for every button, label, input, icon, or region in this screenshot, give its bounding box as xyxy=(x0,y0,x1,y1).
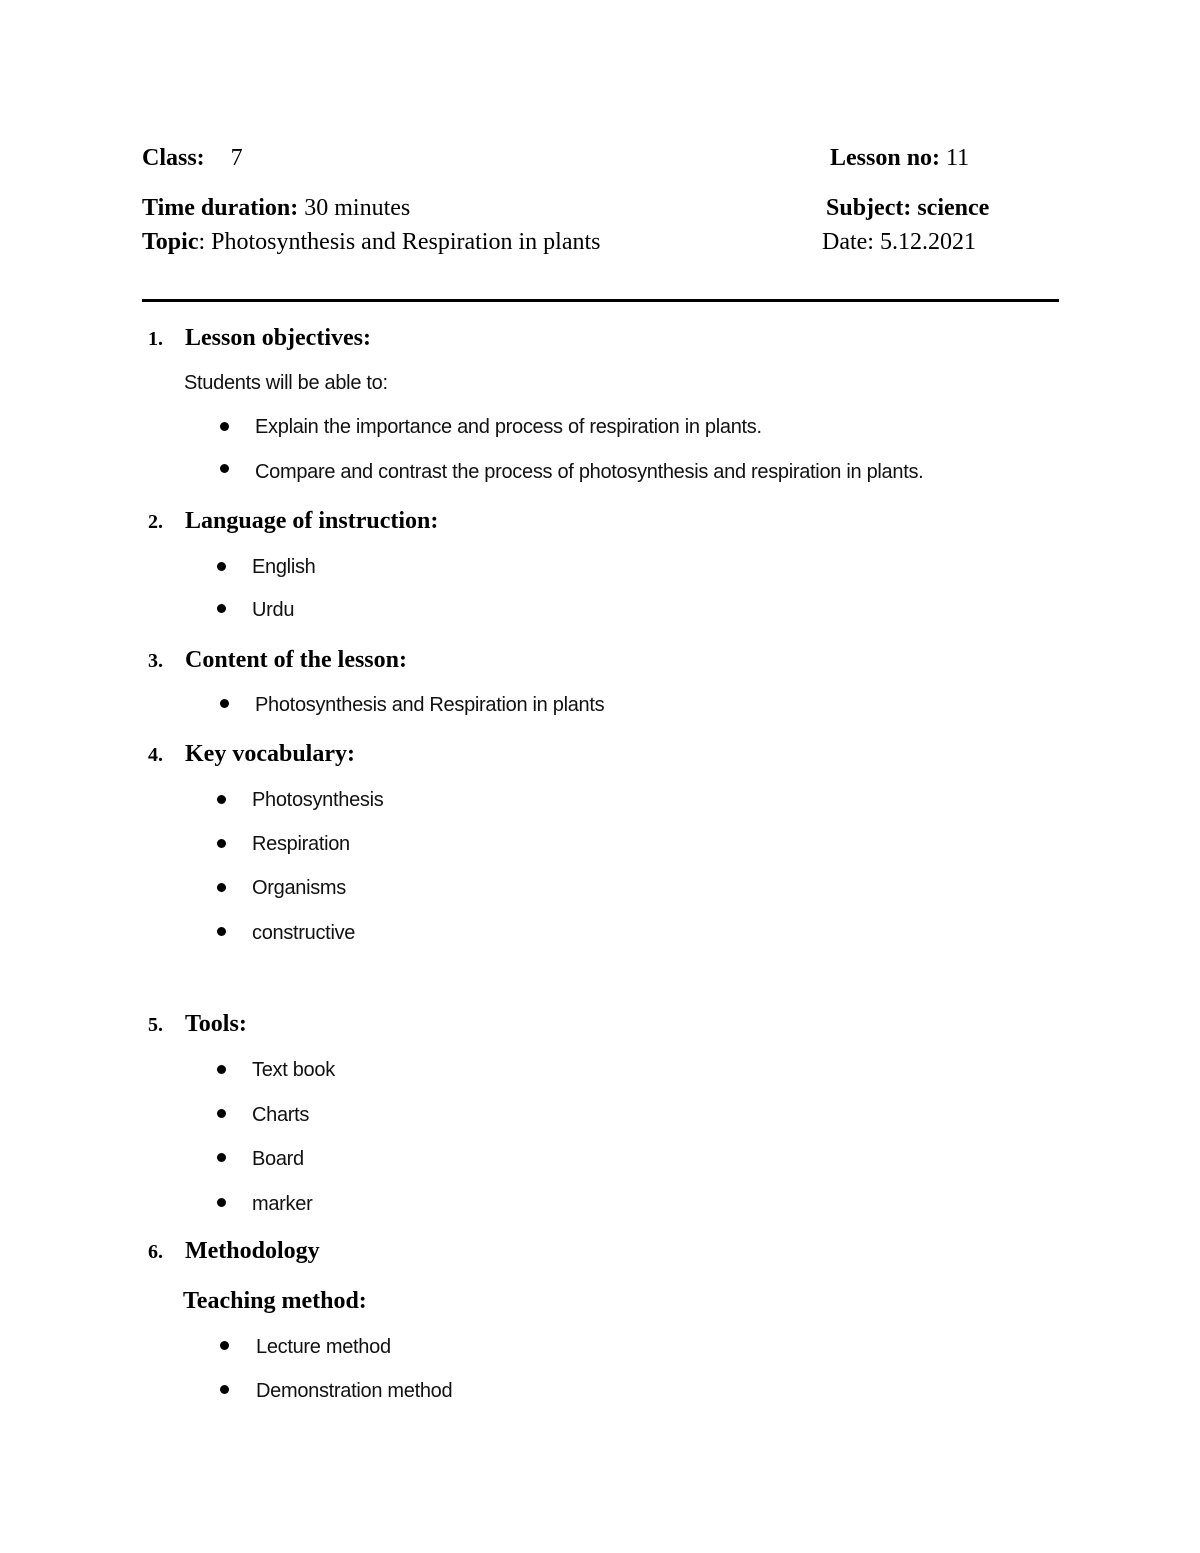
section-title: Content of the lesson: xyxy=(185,647,407,673)
duration-field xyxy=(142,193,410,223)
list-item: Organisms xyxy=(252,877,346,899)
class-label: Class: xyxy=(142,145,205,171)
bullet-dot xyxy=(220,1341,229,1350)
bullet-dot xyxy=(217,604,226,613)
section-number: 6. xyxy=(148,1241,163,1263)
section-title: Tools: xyxy=(185,1011,247,1037)
list-item: Urdu xyxy=(252,599,295,621)
class-field xyxy=(142,143,243,173)
topic-value: : Photosynthesis and Respiration in plants xyxy=(198,229,601,255)
list-item: Demonstration method xyxy=(256,1380,453,1402)
section-title: Lesson objectives: xyxy=(185,325,371,351)
subject-field xyxy=(826,193,989,223)
section-number: 4. xyxy=(148,744,163,766)
date-value: 5.12.2021 xyxy=(879,229,976,255)
section-content-heading xyxy=(148,645,407,676)
list-item: marker xyxy=(252,1193,313,1215)
bullet-dot xyxy=(217,1065,226,1074)
subject-value: science xyxy=(917,195,990,221)
subject-label: Subject: xyxy=(826,195,912,221)
section-number: 1. xyxy=(148,328,163,350)
list-item: Explain the importance and process of respiration in plants. xyxy=(255,416,762,438)
topic-label: Topic xyxy=(142,229,199,255)
bullet-dot xyxy=(217,883,226,892)
list-item: Charts xyxy=(252,1104,310,1126)
section-number: 2. xyxy=(148,511,163,533)
bullet-dot xyxy=(220,464,229,473)
teaching-method-heading: Teaching method: xyxy=(183,1288,367,1314)
list-item: constructive xyxy=(252,922,356,944)
bullet-dot xyxy=(220,422,229,431)
section-title: Methodology xyxy=(185,1238,320,1264)
section-methodology-heading xyxy=(148,1236,320,1267)
section-vocabulary-heading xyxy=(148,739,355,770)
list-item: Text book xyxy=(252,1059,335,1081)
section-objectives-heading xyxy=(148,323,371,354)
section-tools-heading xyxy=(148,1009,247,1040)
list-item: Respiration xyxy=(252,833,350,855)
bullet-dot xyxy=(217,1198,226,1207)
bullet-dot xyxy=(217,1153,226,1162)
bullet-dot xyxy=(220,699,229,708)
bullet-dot xyxy=(217,1109,226,1118)
date-field xyxy=(822,227,976,257)
bullet-dot xyxy=(217,927,226,936)
bullet-dot xyxy=(217,795,226,804)
section-language-heading xyxy=(148,506,438,537)
list-item: Board xyxy=(252,1148,304,1170)
list-item: Photosynthesis xyxy=(252,789,384,811)
duration-value: 30 minutes xyxy=(304,195,411,221)
list-item: Compare and contrast the process of photosynthesis and respiration in plants. xyxy=(255,461,924,483)
bullet-dot xyxy=(220,1385,229,1394)
list-item: English xyxy=(252,556,316,578)
topic-field xyxy=(142,227,600,257)
list-item: Photosynthesis and Respiration in plants xyxy=(255,694,605,716)
bullet-dot xyxy=(217,839,226,848)
class-value: 7 xyxy=(230,145,243,171)
duration-label: Time duration: xyxy=(142,195,299,221)
section-number: 3. xyxy=(148,650,163,672)
date-label: Date: xyxy=(822,229,874,255)
section-number: 5. xyxy=(148,1014,163,1036)
section-title: Key vocabulary: xyxy=(185,741,355,767)
section-title: Language of instruction: xyxy=(185,508,439,534)
objectives-intro: Students will be able to: xyxy=(184,372,388,394)
lesson-number-field xyxy=(830,143,969,173)
lesson-label: Lesson no: xyxy=(830,145,941,171)
bullet-dot xyxy=(217,562,226,571)
list-item: Lecture method xyxy=(256,1336,391,1358)
header-divider xyxy=(142,299,1059,302)
lesson-value: 11 xyxy=(946,145,970,171)
